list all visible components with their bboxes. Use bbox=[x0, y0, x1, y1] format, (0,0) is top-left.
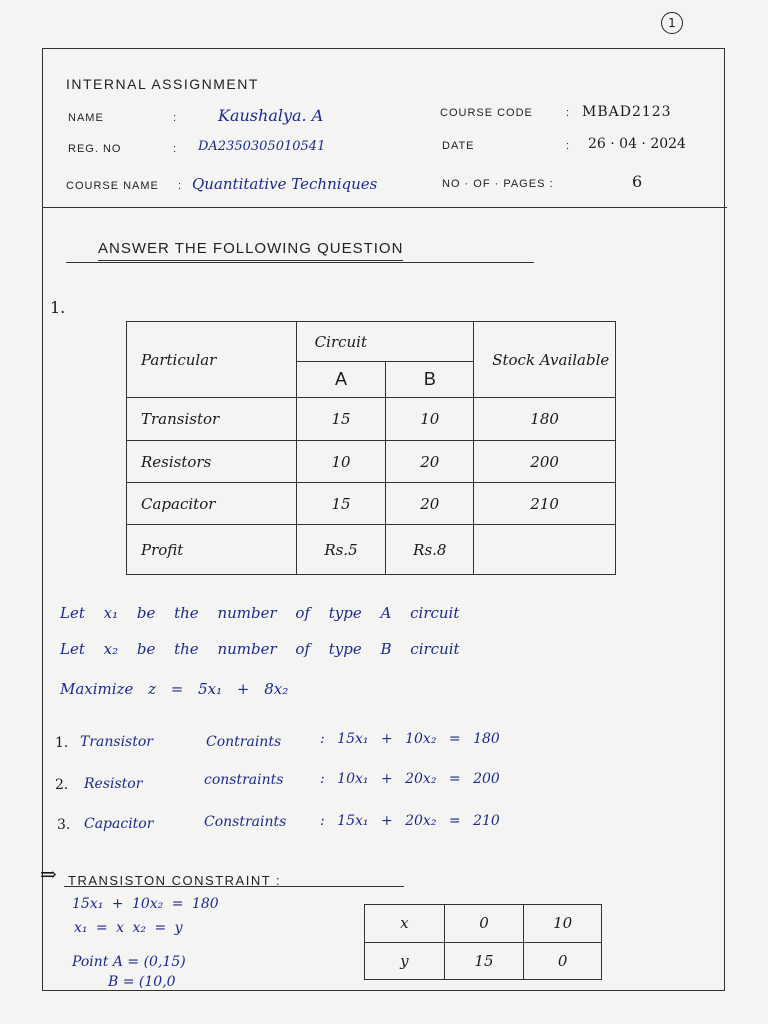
pages-value: 6 bbox=[632, 172, 643, 191]
row-label: y bbox=[365, 942, 445, 980]
constraint-expr: : 15x₁ + 20x₂ = 210 bbox=[320, 813, 500, 829]
table-row bbox=[127, 441, 616, 483]
constraint-num: 3. bbox=[57, 817, 71, 833]
pages-label: NO · OF · PAGES : bbox=[442, 178, 554, 190]
date-value: 26 · 04 · 2024 bbox=[588, 136, 686, 152]
constraint-kind: Constraints bbox=[204, 814, 287, 830]
date-label: DATE bbox=[442, 140, 475, 152]
row-stock bbox=[474, 525, 616, 575]
row-stock: 210 bbox=[474, 483, 616, 525]
constraint-num: 2. bbox=[55, 777, 69, 793]
row-v1: 0 bbox=[444, 905, 524, 943]
row-item: Capacitor bbox=[127, 483, 297, 525]
course-name-label: COURSE NAME bbox=[66, 180, 159, 192]
constraint-expr: : 10x₁ + 20x₂ = 200 bbox=[320, 771, 500, 787]
constraint-name: Resistor bbox=[84, 776, 143, 792]
row-stock: 200 bbox=[474, 441, 616, 483]
arrow-icon: ⇒ bbox=[40, 862, 57, 886]
section-heading: ANSWER THE FOLLOWING QUESTION bbox=[98, 240, 403, 261]
transistor-heading: TRANSISTON CONSTRAINT : bbox=[68, 873, 282, 888]
point-b: B = (10,0 bbox=[108, 974, 176, 990]
course-code-value: MBAD2123 bbox=[582, 104, 672, 120]
let-line: Let x₂ be the number of type B circuit bbox=[60, 640, 460, 658]
regno-value: DA2350305010541 bbox=[198, 139, 326, 154]
table-row bbox=[127, 483, 616, 525]
row-item: Transistor bbox=[127, 398, 297, 441]
col-a: A bbox=[296, 362, 386, 398]
heading-underline bbox=[66, 262, 534, 263]
date-sep: : bbox=[566, 140, 571, 152]
points-table bbox=[364, 904, 602, 980]
course-name-sep: : bbox=[178, 180, 183, 192]
assignment-title: INTERNAL ASSIGNMENT bbox=[66, 76, 259, 92]
name-label: NAME bbox=[68, 112, 104, 124]
row-v1: 15 bbox=[444, 942, 524, 980]
row-item: Profit bbox=[127, 525, 297, 575]
question-number: 1. bbox=[50, 298, 66, 317]
col-circuit: Circuit bbox=[296, 322, 474, 362]
header-divider bbox=[42, 207, 727, 208]
transistor-heading-underline bbox=[64, 886, 404, 887]
row-b: 20 bbox=[386, 483, 474, 525]
row-a: Rs.5 bbox=[296, 525, 386, 575]
table-row bbox=[127, 525, 616, 575]
name-value: Kaushalya. A bbox=[218, 106, 324, 125]
row-b: 10 bbox=[386, 398, 474, 441]
row-b: 20 bbox=[386, 441, 474, 483]
work-line: x₁ = x x₂ = y bbox=[74, 920, 183, 936]
row-a: 15 bbox=[296, 483, 386, 525]
course-code-label: COURSE CODE bbox=[440, 107, 533, 119]
maximize-line: Maximize z = 5x₁ + 8x₂ bbox=[60, 680, 289, 698]
table-row bbox=[127, 398, 616, 441]
constraint-name: Transistor bbox=[80, 734, 153, 750]
row-v2: 0 bbox=[524, 942, 602, 980]
regno-label: REG. NO bbox=[68, 143, 122, 155]
page-number: 1 bbox=[661, 12, 683, 34]
course-code-sep: : bbox=[566, 107, 571, 119]
table-row bbox=[365, 942, 602, 980]
row-label: x bbox=[365, 905, 445, 943]
row-stock: 180 bbox=[474, 398, 616, 441]
resource-table bbox=[126, 321, 616, 575]
constraint-num: 1. bbox=[55, 735, 69, 751]
point-a: Point A = (0,15) bbox=[72, 954, 186, 970]
constraint-kind: Contraints bbox=[206, 734, 282, 750]
col-b: B bbox=[386, 362, 474, 398]
row-b: Rs.8 bbox=[386, 525, 474, 575]
regno-sep: : bbox=[173, 143, 178, 155]
row-a: 10 bbox=[296, 441, 386, 483]
let-line: Let x₁ be the number of type A circuit bbox=[60, 604, 460, 622]
row-v2: 10 bbox=[524, 905, 602, 943]
constraint-name: Capacitor bbox=[84, 816, 154, 832]
table-row bbox=[365, 905, 602, 943]
constraint-expr: : 15x₁ + 10x₂ = 180 bbox=[320, 731, 500, 747]
course-name-value: Quantitative Techniques bbox=[192, 175, 378, 193]
work-line: 15x₁ + 10x₂ = 180 bbox=[72, 896, 219, 912]
row-a: 15 bbox=[296, 398, 386, 441]
row-item: Resistors bbox=[127, 441, 297, 483]
col-stock: Stock Available bbox=[474, 322, 616, 398]
constraint-kind: constraints bbox=[204, 772, 284, 788]
col-particular: Particular bbox=[127, 322, 297, 398]
name-sep: : bbox=[173, 112, 178, 124]
